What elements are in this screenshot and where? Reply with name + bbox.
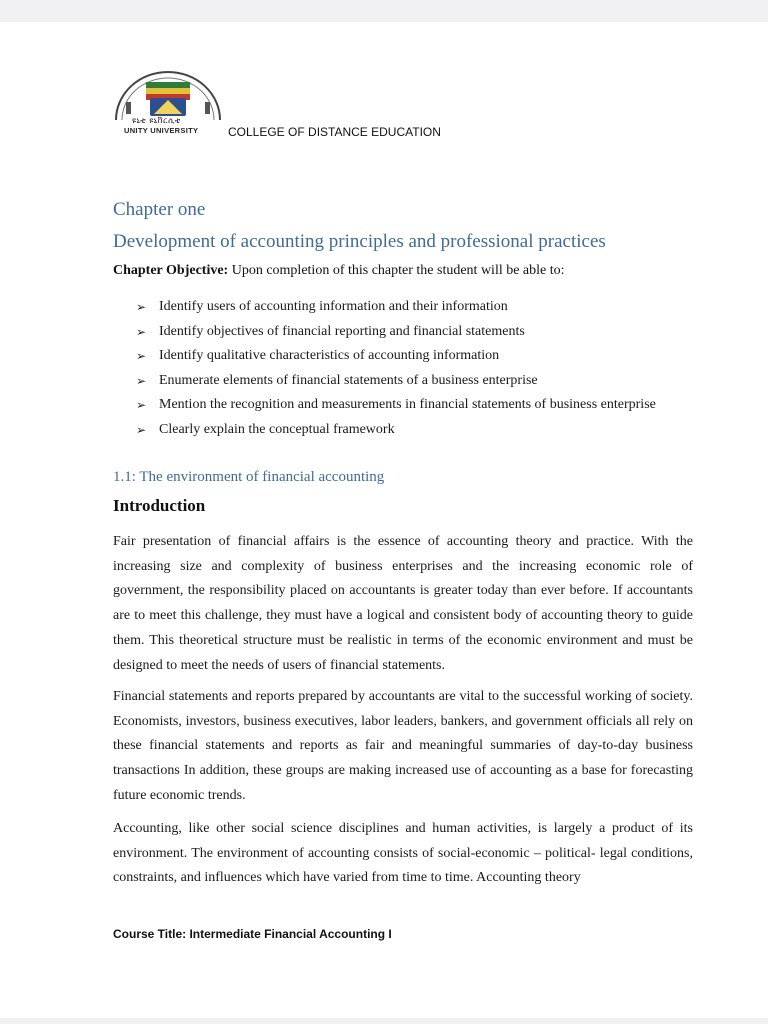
paragraph: Fair presentation of financial affairs is the essence of accounting theory and practice. With the increasing size and complexity of business enterprises and the increasing economic role of government, the responsibility placed on accountants is greater today than ever before. If accountants are to meet this challenge, they must have a logical and consistent body of accounting theory to guide them. This theoretical structure must be realistic in terms of the economic environment and must be designed to meet the needs of users of financial statements.: [113, 534, 693, 673]
paragraph: Accounting, like other social science disciplines and human activities, is largely a product of its environment. The environment of accounting consists of social-economic – political- legal conditions, constraints, and influences which have varied from time to time. Accounting theory: [113, 821, 693, 886]
logo-amharic-text: ዩኒቲ ዩኒቨርሲቲ: [132, 116, 181, 125]
objective-text: Upon completion of this chapter the student will be able to:: [228, 263, 565, 278]
paragraph: Financial statements and reports prepared by accountants are vital to the successful working of society. Economists, investors, business executives, labor leaders, bankers, and government officials all rely on these financial statements and reports as fair and meaningful summaries of day-to-day business transactions In addition, these groups are making increased use of accounting as a base for forecasting future economic trends.: [113, 689, 693, 803]
list-item: ➢ Enumerate elements of financial statements of a business enterprise: [136, 369, 692, 394]
introduction-heading: Introduction: [113, 496, 206, 515]
list-item: ➢ Clearly explain the conceptual framework: [136, 418, 692, 443]
arrow-bullet-icon: ➢: [136, 373, 147, 388]
arrow-bullet-icon: ➢: [136, 398, 147, 412]
objective-label: Chapter Objective:: [113, 263, 229, 278]
arrow-bullet-icon: ➢: [136, 300, 147, 314]
arrow-bullet-icon: ➢: [136, 324, 147, 339]
list-item: ➢ Mention the recognition and measurements in financial statements of business enterprise: [136, 393, 692, 418]
chapter-label: Chapter one: [113, 199, 206, 220]
objectives-list: [136, 295, 692, 442]
logo-university-name: UNITY UNIVERSITY: [124, 126, 199, 135]
course-title-footer: [113, 927, 392, 941]
section-heading: 1.1: The environment of financial accounting: [113, 469, 385, 485]
arrow-bullet-icon: ➢: [136, 422, 147, 437]
arrow-bullet-icon: ➢: [136, 349, 147, 363]
chapter-objective: [113, 263, 565, 279]
list-item: ➢ Identify users of accounting information and their information: [136, 295, 692, 320]
chapter-title: Development of accounting principles and professional practices: [113, 231, 606, 252]
list-item: ➢ Identify objectives of financial reporting and financial statements: [136, 320, 692, 345]
list-item: ➢ Identify qualitative characteristics of accounting information: [136, 344, 692, 369]
course-title-label: Course Title: [113, 927, 183, 941]
college-name: COLLEGE OF DISTANCE EDUCATION: [228, 125, 441, 139]
course-title-text: : Intermediate Financial Accounting I: [182, 927, 392, 941]
